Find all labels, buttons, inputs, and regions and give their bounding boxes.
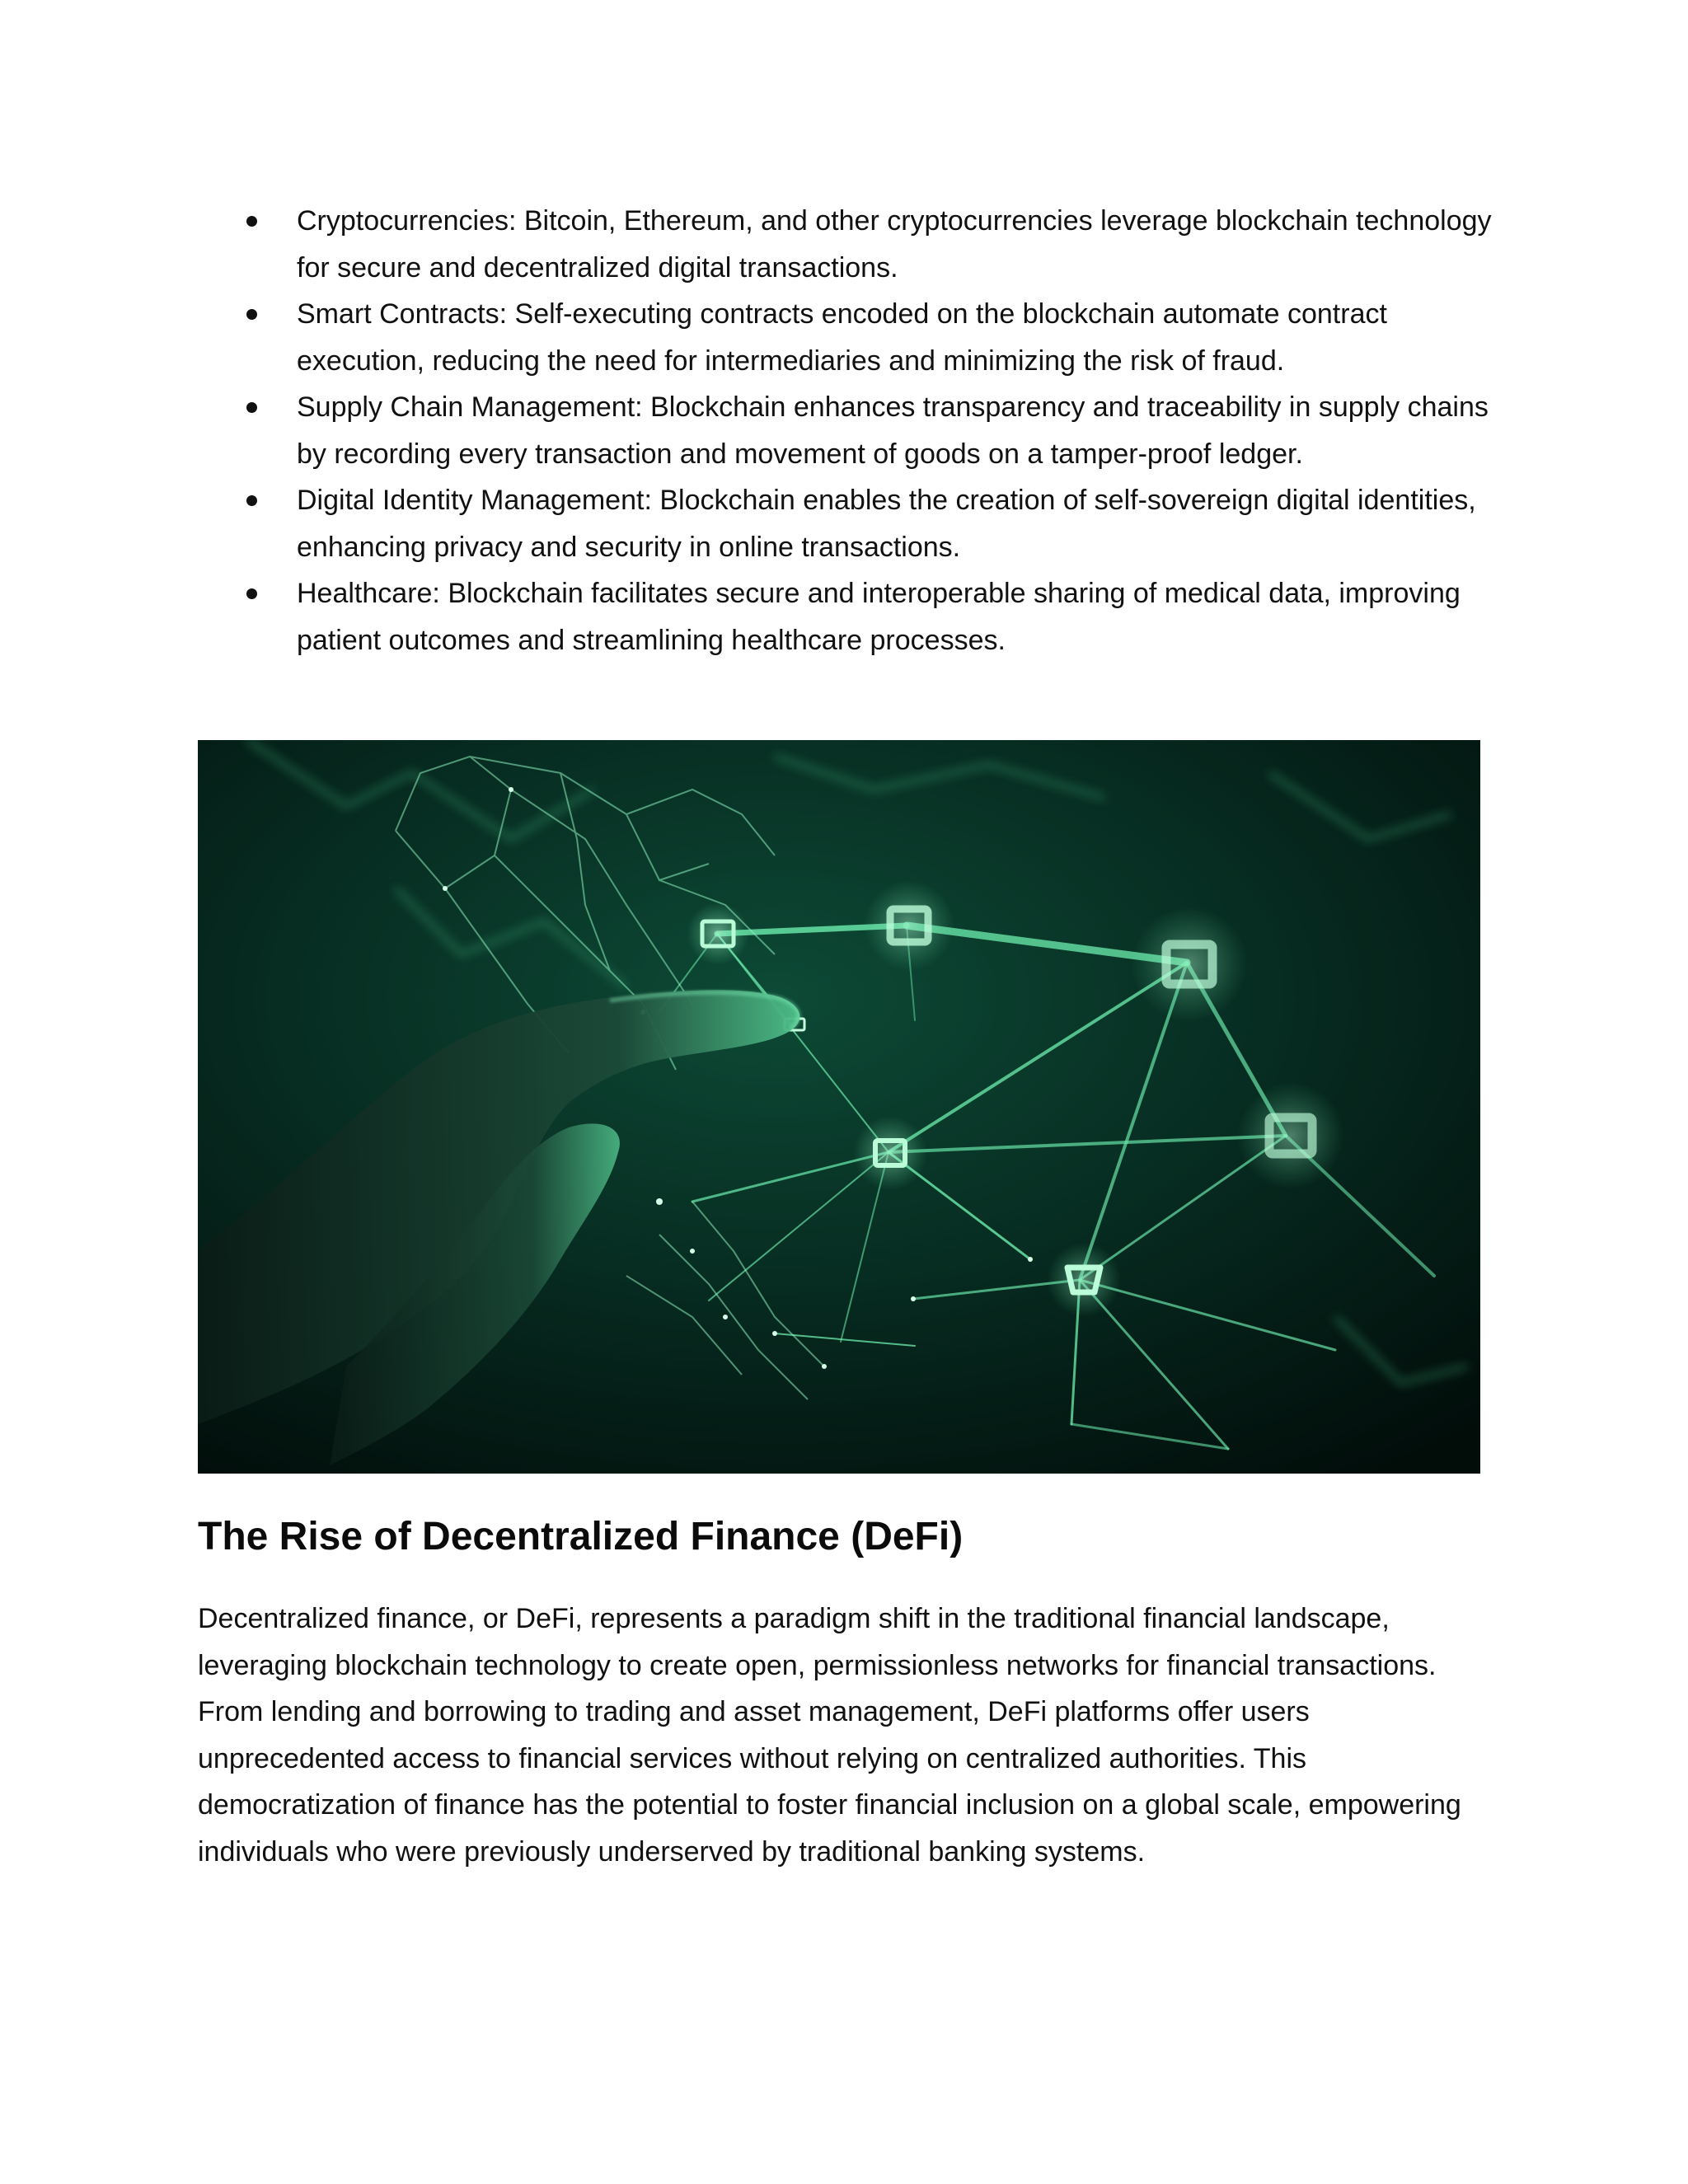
list-item (198, 570, 1500, 663)
section-paragraph: Decentralized finance, or DeFi, represents a paradigm shift in the traditional financial landscape, leveraging blockchain technology to create open, permissionless networks for financial transactions. From lending and borrowing to trading and asset management, DeFi platforms offer users unprecedented access to financial services without relying on centralized authorities. This democratization of finance has the potential to foster financial inclusion on a global scale, empowering individuals who were previously underserved by traditional banking systems. (198, 1603, 1461, 1868)
section-heading: The Rise of Decentralized Finance (DeFi) (198, 1515, 964, 1558)
bullet-text: Supply Chain Management: Blockchain enhances transparency and traceability in supply chains by recording every transaction and movement of goods on a tamper-proof ledger. (297, 391, 1489, 470)
bullet-icon (246, 216, 257, 227)
list-item (198, 291, 1500, 384)
bullet-text: Healthcare: Blockchain facilitates secure and interoperable sharing of medical data, improving patient outcomes and streamlining healthcare processes. (297, 578, 1461, 656)
bullet-icon (246, 402, 257, 413)
bullet-text: Smart Contracts: Self-executing contracts encoded on the blockchain automate contract execution, reducing the need for intermediaries and minimizing the risk of fraud. (297, 298, 1387, 377)
list-item (198, 477, 1500, 570)
list-item (198, 384, 1500, 477)
blockchain-network-image (198, 740, 1480, 1474)
bullet-text: Digital Identity Management: Blockchain enables the creation of self-sovereign digital identities, enhancing privacy and security in online transactions. (297, 485, 1476, 563)
bullet-icon (246, 309, 257, 320)
list-item (198, 198, 1500, 291)
bullet-icon (246, 495, 257, 506)
bullet-icon (246, 588, 257, 599)
bullet-text: Cryptocurrencies: Bitcoin, Ethereum, and other cryptocurrencies leverage blockchain technology for secure and decentralized digital transactions. (297, 205, 1492, 284)
bullet-list (198, 198, 1500, 663)
